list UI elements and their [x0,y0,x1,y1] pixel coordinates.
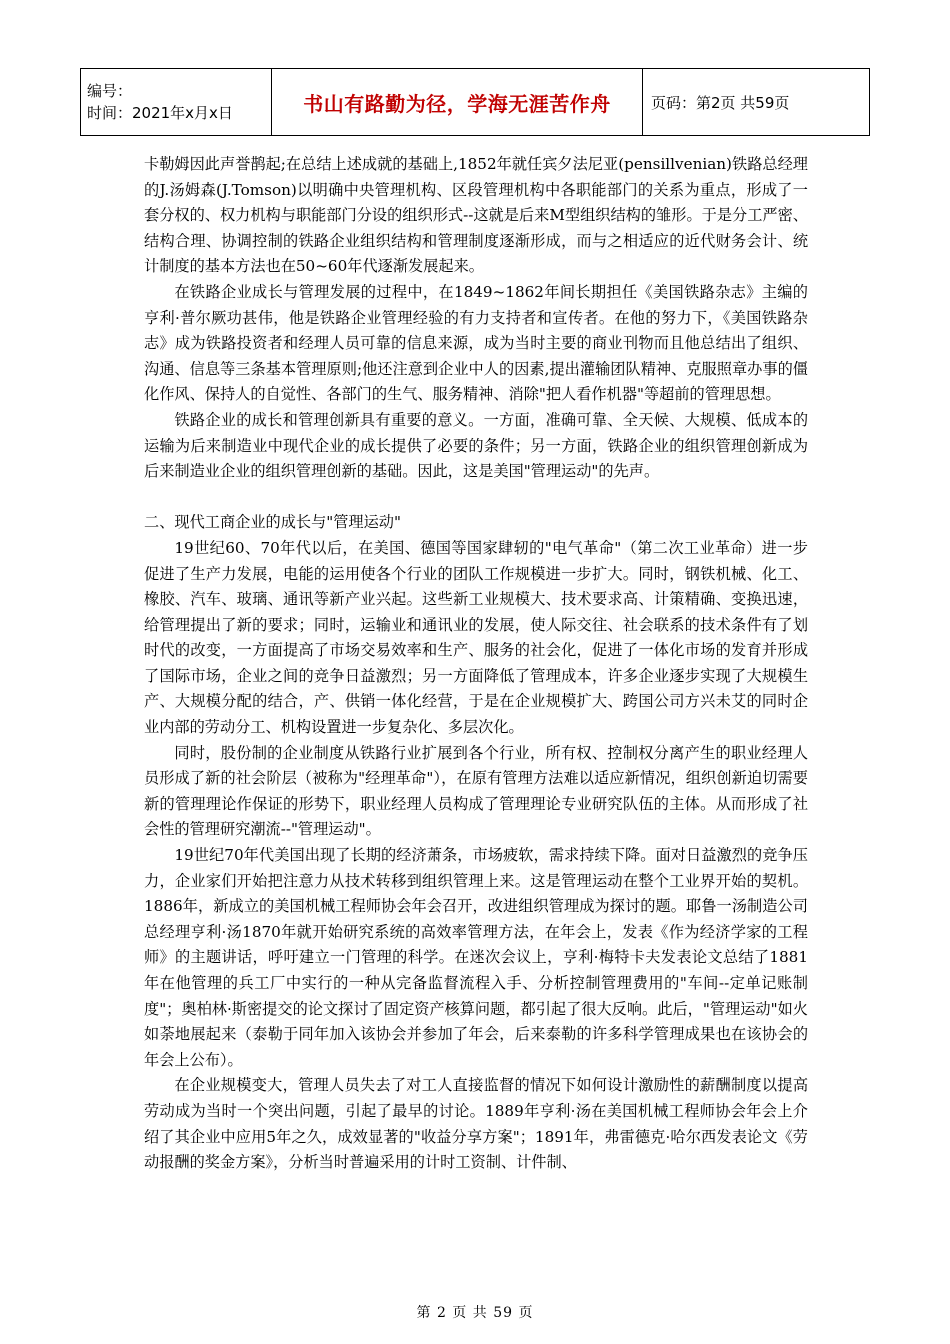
body-paragraph: 在铁路企业成长与管理发展的过程中，在1849~1862年间长期担任《美国铁路杂志》主编的亨利·普尔厥功甚伟，他是铁路企业管理经验的有力支持者和宣传者。在他的努力下，《美国铁路杂志》成为铁路投资者和经理人员可靠的信息来源，成为当时主要的商业刊物而且他总结出了组织、沟通、信息等三条基本管理原则;他还注意到企业中人的因素,提出灌输团队精神、克服照章办事的僵化作风、保持人的自觉性、各部门的生气、服务精神、消除"把人看作机器"等超前的管理思想。 [144,282,808,404]
body-paragraph: 卡勒姆因此声誉鹊起;在总结上述成就的基础上,1852年就任宾夕法尼亚(pensillvenian)铁路总经理的J.汤姆森(J.Tomson)以明确中央管理机构、区段管理机构中各职能部门的关系为重点，形成了一套分权的、权力机构与职能部门分设的组织形式--这就是后来M型组织结构的雏形。于是分工严密、结构合理、协调控制的铁路企业组织结构和管理制度逐渐形成，而与之相适应的近代财务会计、统计制度的基本方法也在50~60年代逐渐发展起来。 [144,155,808,276]
header-motto: 书山有路勤为径，学海无涯苦作舟 [272,69,643,136]
page-footer: 第 2 页 共 59 页 [416,1305,534,1321]
document-header [80,68,870,136]
header-page-label: 页码：第2页 共59页 [643,69,870,136]
doc-number-label: 编号： [87,82,133,100]
body-paragraph: 19世纪60、70年代以后，在美国、德国等国家肆轫的"电气革命"（第二次工业革命）进一步促进了生产力发展，电能的运用使各个行业的团队工作规模进一步扩大。同时，钢铁机械、化工、橡胶、汽车、玻璃、通讯等新产业兴起。这些新工业规模大、技术要求高、计策精确、变换迅速，给管理提出了新的要求；同时，运输业和通讯业的发展，使人际交往、社会联系的技术条件有了划时代的改变，一方面提高了市场交易效率和生产、服务的社会化，促进了一体化市场的发育并形成了国际市场，企业之间的竞争日益激烈；另一方面降低了管理成本，许多企业逐步实现了大规模生产、大规模分配的结合，产、供销一体化经营，于是在企业规模扩大、跨国公司方兴未艾的同时企业内部的劳动分工、机构设置进一步复杂化、多层次化。 [144,538,808,737]
body-paragraph: 同时，股份制的企业制度从铁路行业扩展到各个行业，所有权、控制权分离产生的职业经理人员形成了新的社会阶层（被称为"经理革命"），在原有管理方法难以适应新情况，组织创新迫切需要新的管理理论作保证的形势下，职业经理人员构成了管理理论专业研究队伍的主体。从而形成了社会性的管理研究潮流--"管理运动"。 [144,743,808,839]
body-paragraph: 19世纪70年代美国出现了长期的经济萧条，市场疲软，需求持续下降。面对日益激烈的竞争压力，企业家们开始把注意力从技术转移到组织管理上来。这是管理运动在整个工业界开始的契机。1886年，新成立的美国机械工程师协会年会召开，改进组织管理成为探讨的题。耶鲁一汤制造公司总经理亨利·汤1870年就开始研究系统的高效率管理方法，在年会上，发表《作为经济学家的工程师》的主题讲话，呼吁建立一门管理的科学。在迷次会议上，亨利·梅特卡夫发表论文总结了1881年在他管理的兵工厂中实行的一种从完备监督流程入手、分析控制管理费用的"车间--定单记账制度"；奥柏林·斯密提交的论文探讨了固定资产核算问题，都引起了很大反响。此后，"管理运动"如火如荼地展起来（泰勒于同年加入该协会并参加了年会，后来泰勒的许多科学管理成果也在该协会的年会上公布）。 [144,846,808,1069]
time-label: 时间：2021年x月x日 [87,104,233,122]
section-heading: 二、现代工商企业的成长与"管理运动" [144,513,401,532]
body-paragraph: 在企业规模变大，管理人员失去了对工人直接监督的情况下如何设计激励性的薪酬制度以提高劳动成为当时一个突出问题，引起了最早的讨论。1889年亨利·汤在美国机械工程师协会年会上介绍了其企业中应用5年之久，成效显著的"收益分享方案"；1891年，弗雷德克·哈尔西发表论文《劳动报酬的奖金方案》，分析当时普遍采用的计时工资制、计件制、 [144,1076,808,1172]
header-meta [81,69,272,136]
body-paragraph: 铁路企业的成长和管理创新具有重要的意义。一方面，准确可靠、全天候、大规模、低成本的运输为后来制造业中现代企业的成长提供了必要的条件；另一方面，铁路企业的组织管理创新成为后来制造业企业的组织管理创新的基础。因此，这是美国"管理运动"的先声。 [144,410,808,481]
document-body [144,152,808,1176]
paragraph-spacer [144,485,808,511]
